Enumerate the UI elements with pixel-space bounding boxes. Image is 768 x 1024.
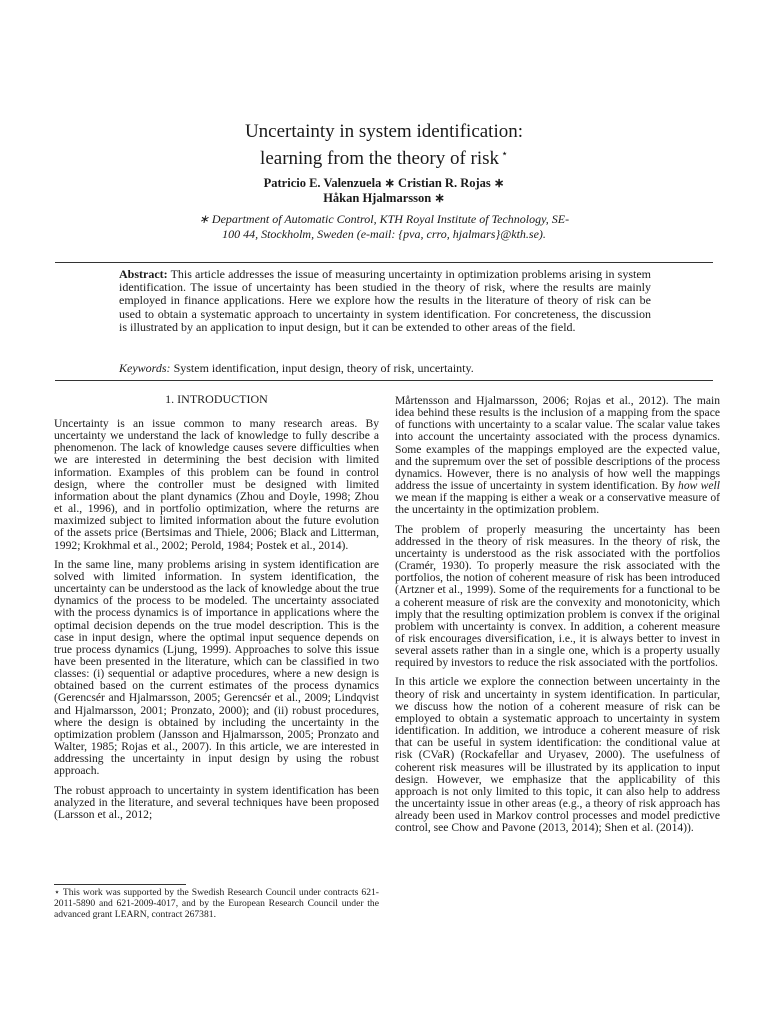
intro-paragraph-4-end: we mean if the mapping is either a weak or a conservative measure of the uncertainty in the optimization problem. (395, 491, 720, 517)
emphasis-how-well: how well (678, 479, 720, 493)
title-line-2 (120, 143, 648, 170)
title-line-2-text: learning from the theory of risk (260, 148, 500, 169)
title-footnote-mark: ⋆ (501, 148, 508, 160)
intro-paragraph-3: The robust approach to uncertainty in system identification has been analyzed in the literature, and several techniques have been proposed (Larsson et al., 2012; (54, 783, 379, 821)
footnote-funding: ⋆ This work was supported by the Swedish Research Council under contracts 621-2011-5890 and 621-2009-4017, and by the European Research Council under the advanced grant LEARN, contract 267381. (54, 887, 379, 921)
abstract-label: Abstract: (119, 267, 168, 281)
abstract-bottom-rule (55, 380, 713, 381)
keywords (119, 361, 651, 375)
affiliation: ∗ Department of Automatic Control, KTH Royal Institute of Technology, SE-100 44, Stockholm, Sweden (e-mail: {pva, crro, hjalmars}@kth.se). (198, 212, 570, 241)
intro-paragraph-4-start: Mårtensson and Hjalmarsson, 2006; Rojas et al., 2012). The main idea behind these results is the inclusion of a mapping from the space of functions with uncertainty to a scalar value. The scalar value takes into account the uncertainty associated with the process dynamics. Some examples of the mappings employed are the expected value, and the supremum over the set of possible descriptions of the process dynamics. However, there is no analysis of how well the mappings address the issue of uncertainty in system identification. By (395, 394, 720, 493)
abstract-text: This article addresses the issue of measuring uncertainty in optimization problems arising in system identification. The issue of uncertainty has been studied in the theory of risk, where the results are mainly employed in finance applications. Here we explore how the results in the literature of theory of risk can be used to obtain a systematic approach to uncertainty in system identification. For concreteness, the discussion is illustrated by an application to input design, but it can be extended to other areas of the field. (119, 267, 651, 334)
abstract-top-rule (55, 262, 713, 263)
author-list (120, 176, 648, 206)
intro-paragraph-2: In the same line, many problems arising in system identification are solved with limited information. In system identification, the uncertainty can be understood as the lack of knowledge about the true dynamics of the process to be modeled. The uncertainty associated with the process dynamics is of importance in applications where the optimal decision depends on the true model description. This is the case in input design, where the optimal input sequence depends on true process dynamics (Ljung, 1999). Approaches to solve this issue have been presented in the literature, which can be classified in two classes: (i) sequential or adaptive procedures, where a new design is obtained based on the current estimates of the process dynamics (Gerencsér and Hjalmarsson, 2005; Gerencsér et al., 2009; Lindqvist and Hjalmarsson, 2001; Pronzato, 2000); and (ii) robust procedures, where the design is obtained by including the uncertainty in the optimization problem (Jansson and Hjalmarsson, 2005; Pronzato and Walter, 1985; Rojas et al., 2007). In this article, we are interested in addressing the uncertainty in input design by using the robust approach. (54, 557, 379, 778)
title-line-1: Uncertainty in system identification: (244, 121, 524, 142)
intro-paragraph-5: The problem of properly measuring the uncertainty has been addressed in the theory of risk measures. In the theory of risk, the uncertainty is understood as the risk associated with the portfolios (Cramér, 1930). To properly measure the risk associated with the portfolios, the notion of coherent measure of risk has been introduced (Artzner et al., 1999). Some of the requirements for a functional to be a coherent measure of risk are the convexity and monotonicity, which imply that the resulting optimization problem is convex if the original problem with uncertainty is convex. In addition, a coherent measure of risk encourages diversification, i.e., it is always better to invest in several assets rather than in a single one, which is a property usually required by investors to reduce the risk associated with the portfolios. (395, 522, 720, 670)
intro-paragraph-6: In this article we explore the connection between uncertainty in the theory of risk and uncertainty in system identification. In particular, we discuss how the notion of a coherent measure of risk can be employed to obtain a systematic approach to uncertainty in system identification. In addition, we introduce a coherent measure of risk that can be useful in system identification: the conditional value at risk (CVaR) (Rockafellar and Uryasev, 2000). The usefulness of coherent risk measures will be illustrated by its application to input design. However, we emphasize that the applicability of this approach is not only limited to this topic, it can also help to address the uncertainty issue in other areas (e.g., a theory of risk approach has already been used in Markov control processes and model predictive control, see Chow and Pavone (2013, 2014); Shen et al. (2014)). (395, 675, 720, 835)
keywords-text: System identification, input design, theory of risk, uncertainty. (173, 361, 474, 375)
section-heading-introduction: 1. INTRODUCTION (165, 392, 268, 406)
right-column (395, 395, 720, 841)
abstract (119, 268, 651, 334)
intro-paragraph-4 (395, 395, 720, 517)
paper-title (120, 120, 648, 170)
left-column (54, 418, 379, 828)
authors-line-1: Patricio E. Valenzuela ∗ Cristian R. Rojas ∗ (263, 176, 505, 190)
footnote-rule (54, 884, 186, 885)
intro-paragraph-1: Uncertainty is an issue common to many research areas. By uncertainty we understand the lack of knowledge to fully describe a phenomenon. The lack of knowledge causes severe difficulties when we are interested in determining the best decision with limited information. Examples of this problem can be found in control design, where the controller must be designed with limited information about the plant dynamics (Zhou and Doyle, 1998; Zhou et al., 1996), and in portfolio optimization, where the returns are maximized subject to limited information about the future evolution of the assets price (Bertsimas and Thiele, 2006; Black and Litterman, 1992; Krokhmal et al., 2002; Perold, 1984; Postek et al., 2014). (54, 417, 379, 552)
keywords-label: Keywords: (119, 361, 171, 375)
authors-line-2: Håkan Hjalmarsson ∗ (323, 191, 445, 205)
